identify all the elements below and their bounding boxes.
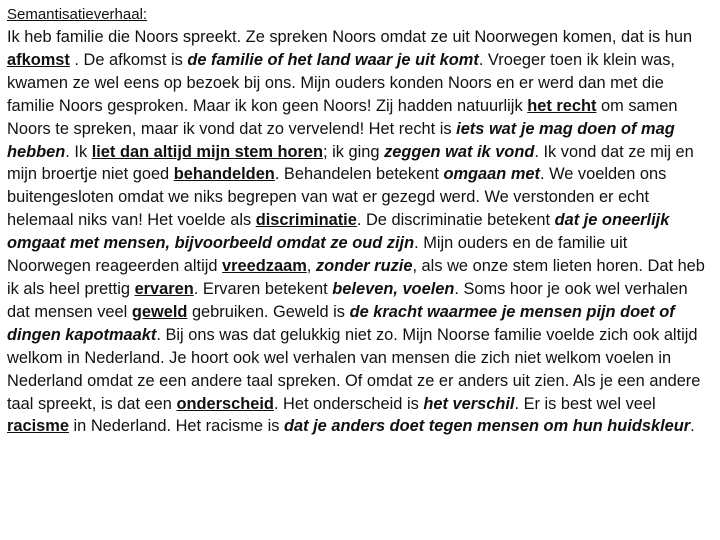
story-text: . Ervaren betekent xyxy=(193,279,333,298)
term-definition: omgaan met xyxy=(443,165,540,184)
story-text: . Vroeger toen ik klein was, kwamen ze wel eens op bezoek bij ons. Mijn ouders konden Noors en er werd dan met die familie Noors gesproken. Maar ik kon geen Noors! Zij hadden natuurlijk xyxy=(7,50,675,115)
term-definition: de kracht waarmee je mensen pijn doet of dingen kapotmaakt xyxy=(7,302,675,344)
story-text: gebruiken. Geweld is xyxy=(187,302,350,321)
story-text: . Behandelen betekent xyxy=(274,165,444,184)
story-text: in Nederland. Het racisme is xyxy=(68,417,284,436)
story-text: , als we onze stem lieten horen. Dat heb ik als heel prettig xyxy=(7,257,705,298)
document-title: Semantisatieverhaal: xyxy=(7,6,148,23)
term-definition: zonder ruzie xyxy=(315,257,413,276)
story-text: . Ik vond dat ze mij en mijn broertje niet goed xyxy=(7,142,694,184)
story-text: . We voelden ons buitengesloten omdat we niks begrepen van wat er gezegd werd. We verstonden er echt helemaal niks van! Het voelde als xyxy=(7,165,667,230)
story-text: om samen Noors te spreken, maar ik vond dat zo vervelend! Het recht is xyxy=(7,96,678,138)
term-definition: iets wat je mag doen of mag hebben xyxy=(7,119,675,161)
key-term: afkomst xyxy=(7,50,70,69)
term-definition: de familie of het land waar je uit komt xyxy=(187,50,479,69)
key-term: discriminatie xyxy=(255,211,357,230)
key-term: ervaren xyxy=(134,279,194,298)
story-paragraph xyxy=(7,26,714,438)
term-definition: beleven, voelen xyxy=(332,279,455,298)
term-definition: zeggen wat ik vond xyxy=(384,142,535,161)
key-term: geweld xyxy=(131,302,188,321)
story-text: . Er is best wel veel xyxy=(514,394,656,413)
term-definition: het verschil xyxy=(423,394,515,413)
story-text: . De discriminatie betekent xyxy=(356,211,555,230)
term-definition: dat je oneerlijk omgaat met mensen, bijvoorbeeld omdat ze oud zijn xyxy=(7,211,670,253)
term-definition: dat je anders doet tegen mensen om hun huidskleur xyxy=(283,417,691,436)
story-text: . Mijn ouders en de familie uit Noorwegen reageerden altijd xyxy=(7,234,628,276)
key-term: liet dan altijd mijn stem horen xyxy=(91,142,324,161)
story-text: Ik heb familie die Noors spreekt. Ze spreken Noors omdat ze uit Noorwegen komen, dat is hun xyxy=(7,28,693,46)
story-text: . Ik xyxy=(65,142,92,161)
story-text: . Bij ons was dat gelukkig niet zo. Mijn Noorse familie voelde zich ook altijd welkom in Nederland. Je hoort ook wel verhalen van mensen die zich niet welkom voelen in Nederland omdat ze een andere taal spreken. Of omdat ze er anders uit zien. Als je een andere taal spreekt, is dat een xyxy=(7,325,701,413)
story-text: . De afkomst is xyxy=(69,50,188,69)
story-text: . xyxy=(690,417,695,436)
key-term: behandelden xyxy=(173,165,275,184)
story-text: . Soms hoor je ook wel verhalen dat mensen veel xyxy=(7,279,688,321)
story-text: ; ik ging xyxy=(323,142,385,161)
key-term: onderscheid xyxy=(176,394,274,413)
key-term: het recht xyxy=(527,96,597,115)
key-term: vreedzaam xyxy=(222,257,307,276)
story-text: . Het onderscheid is xyxy=(273,394,424,413)
story-text: , xyxy=(306,257,316,276)
key-term: racisme xyxy=(7,417,69,436)
